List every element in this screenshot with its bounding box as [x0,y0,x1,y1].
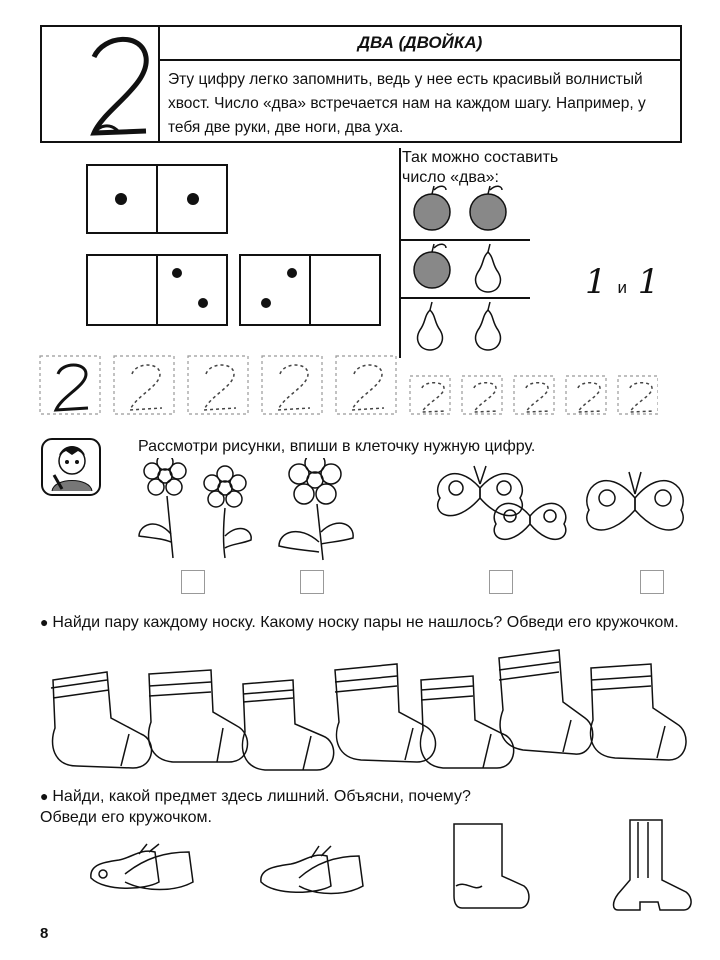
pear-icon [476,244,501,292]
domino-one-one [85,163,235,235]
composition-grid [398,148,533,358]
digit-tracing-row[interactable] [38,354,658,416]
shoes-pair-icon [261,846,363,894]
felt-boot-icon [454,824,529,908]
pear-icon [476,302,501,350]
domino-blank-two [85,253,235,327]
composition-title: Так можно составить число «два»: [402,149,559,186]
butterfly-icon [438,466,523,516]
count-pictures-row [135,458,695,568]
tall-boot-icon [614,820,692,910]
task-socks-text: ● Найди пару каждому носку. Какому носку пары не нашлось? Обведи его кружочком. [40,611,680,634]
big-digit-two [42,27,158,141]
flower-icon [139,458,186,558]
apple-icon [414,244,450,288]
flower-icon [204,466,251,558]
butterfly-icon [494,503,566,539]
task-count-text: Рассмотри рисунки, впиши в клеточку нужную цифру. [138,438,536,455]
answer-box-butterflies-two[interactable] [489,570,513,594]
answer-box-flowers-two[interactable] [181,570,205,594]
apple-icon [414,186,450,230]
shoes-pair-icon [91,844,193,890]
task-odd-line2: Обведи его кружочком. [40,809,212,826]
task-odd-line1: ● Найди, какой предмет здесь лишний. Объясни, почему? [40,785,680,808]
boy-writing-icon [40,437,104,499]
flower-icon [279,458,353,560]
odd-one-row[interactable] [80,818,700,918]
pear-icon [418,302,443,350]
intro-text: Эту цифру легко запомнить, ведь у нее есть красивый волнистый хвост. Число «два» встречается нам на каждом шагу. Например, у тебя две руки, две ноги, два уха. [168,71,646,136]
sock-icon [242,680,333,770]
answer-box-flower-one[interactable] [300,570,324,594]
butterfly-icon [587,472,683,530]
domino-two-blank [238,253,388,327]
sock-icon [51,672,151,768]
sock-icon [149,670,248,762]
answer-box-butterfly-one[interactable] [640,570,664,594]
socks-row[interactable] [45,640,695,775]
sock-icon [499,650,593,754]
composition-equation: 1 и 1 [585,262,660,302]
sock-icon [591,664,687,760]
page-title: ДВА (ДВОЙКА) [160,27,680,61]
apple-icon [470,186,506,230]
page-number: 8 [40,925,49,942]
